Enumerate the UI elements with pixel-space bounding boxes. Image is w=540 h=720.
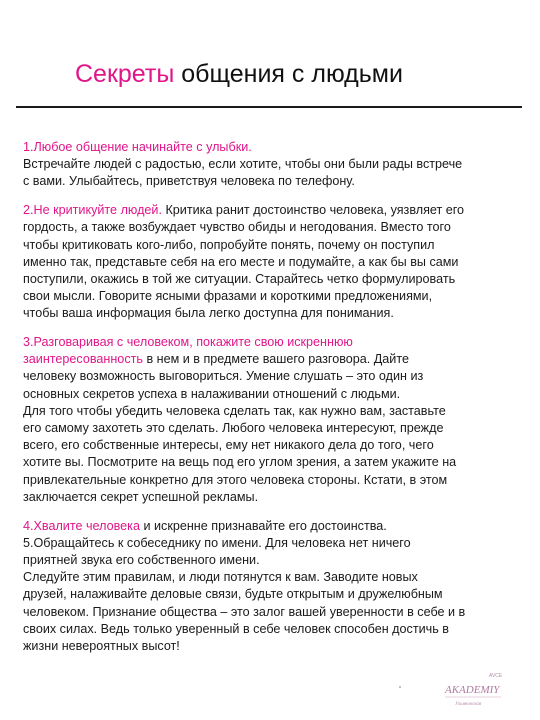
- body-text: в нем и в предмете вашего разговора. Дайте: [142, 352, 409, 367]
- text-line: [23, 586, 523, 603]
- text-line: [23, 437, 523, 454]
- text-line: [23, 454, 523, 471]
- body-text: с вами. Улыбайтесь, приветствуя человека по телефону.: [23, 174, 355, 189]
- text-line: [23, 472, 523, 489]
- body-text: его самому захотеть это сделать. Любого человека интересуют, прежде: [23, 421, 444, 436]
- highlighted-text: 1.Любое общение начинайте с улыбки.: [23, 140, 252, 154]
- text-line: [23, 219, 523, 236]
- content-body: [23, 139, 523, 667]
- body-text: чтобы критиковать кого-либо, попробуйте понять, почему он поступил: [23, 237, 435, 252]
- title-divider: [16, 106, 522, 108]
- highlighted-text: 3.Разговаривая с человеком, покажите свою искреннюю: [23, 335, 353, 350]
- text-line: [23, 518, 523, 535]
- text-line: [23, 334, 523, 351]
- body-text: Для того чтобы убедить человека сделать так, как нужно вам, заставьте: [23, 403, 446, 418]
- text-line: [23, 173, 523, 190]
- highlighted-text: 4.Хвалите человека: [23, 518, 140, 533]
- body-text: гордость, а также возбуждает чувство обиды и негодования. Вместо того: [23, 220, 451, 235]
- text-line: [23, 288, 523, 305]
- body-text: жизни невероятных высот!: [23, 638, 180, 653]
- text-line: [23, 638, 523, 655]
- title-rest: общения с людьми: [174, 60, 403, 88]
- text-line: [23, 604, 523, 621]
- academy-logo: [443, 670, 503, 710]
- logo-main-text: AKADEMIY: [445, 684, 500, 696]
- logo-top-text: AVCE: [489, 673, 503, 679]
- text-line: [23, 569, 523, 586]
- highlighted-text: 2.Не критикуйте людей.: [23, 203, 162, 218]
- body-text: человеку возможность выговориться. Умение слушать – это один из: [23, 369, 424, 384]
- body-text: приятней звука его собственного имени.: [23, 552, 260, 567]
- text-line: [23, 139, 523, 156]
- body-text: основных секретов успеха в налаживании отношений с людьми.: [23, 386, 401, 401]
- body-text: друзей, налаживайте деловые связи, будьте открытым и дружелюбным: [23, 587, 443, 602]
- paragraph-2: [23, 202, 523, 322]
- body-text: Критика ранит достоинство человека, уязвляет его: [161, 203, 465, 218]
- paragraph-4: [23, 518, 523, 656]
- paragraph-1: [23, 139, 523, 191]
- body-text: хотите вы. Посмотрите на вещь под его углом зрения, а затем укажите на: [23, 455, 457, 470]
- body-text: Следуйте этим правилам, и люди потянутся к вам. Заводите новых: [23, 570, 418, 585]
- title-accent: Секреты: [75, 60, 175, 88]
- body-text: 5.Обращайтесь к собеседнику по имени. Для человека нет ничего: [23, 535, 411, 550]
- text-line: [23, 552, 523, 569]
- body-text: человеком. Признание общества – это залог вашей уверенности в себе и в: [23, 604, 466, 619]
- decorative-dot: [399, 686, 401, 688]
- page-title: [75, 58, 403, 90]
- text-line: [23, 368, 523, 385]
- text-line: [23, 420, 523, 437]
- text-line: [23, 254, 523, 271]
- body-text: своих силах. Ведь только уверенный в себе человек способен достичь в: [23, 621, 449, 636]
- body-text: заключается секрет успешной рекламы.: [23, 489, 259, 504]
- body-text: свои мысли. Говорите ясными фразами и короткими предложениями,: [23, 289, 433, 304]
- body-text: чтобы ваша информация была легко доступна для понимания.: [23, 306, 394, 321]
- body-text: и искренне признавайте его достоинства.: [139, 518, 387, 533]
- text-line: [23, 621, 523, 638]
- highlighted-text: заинтересованность: [23, 352, 143, 367]
- body-text: именно так, представьте себя на его месте и подумайте, а как бы вы сами: [23, 254, 459, 269]
- body-text: поступили, окажись в той же ситуации. Старайтесь четко формулировать: [23, 271, 456, 286]
- body-text: Встречайте людей с радостью, если хотите, чтобы они были рады встрече: [23, 157, 463, 172]
- text-line: [23, 351, 523, 368]
- text-line: [23, 489, 523, 506]
- paragraph-3: [23, 334, 523, 506]
- text-line: [23, 271, 523, 288]
- text-line: [23, 237, 523, 254]
- text-line: [23, 535, 523, 552]
- text-line: [23, 403, 523, 420]
- text-line: [23, 305, 523, 322]
- logo-sub-text: Ульяновская: [455, 702, 482, 707]
- text-line: [23, 156, 523, 173]
- text-line: [23, 202, 523, 219]
- body-text: всего, его собственные интересы, ему нет никакого дела до того, чего: [23, 438, 434, 453]
- body-text: привлекательные конкретно для этого человека стороны. Кстати, в этом: [23, 472, 448, 487]
- text-line: [23, 386, 523, 403]
